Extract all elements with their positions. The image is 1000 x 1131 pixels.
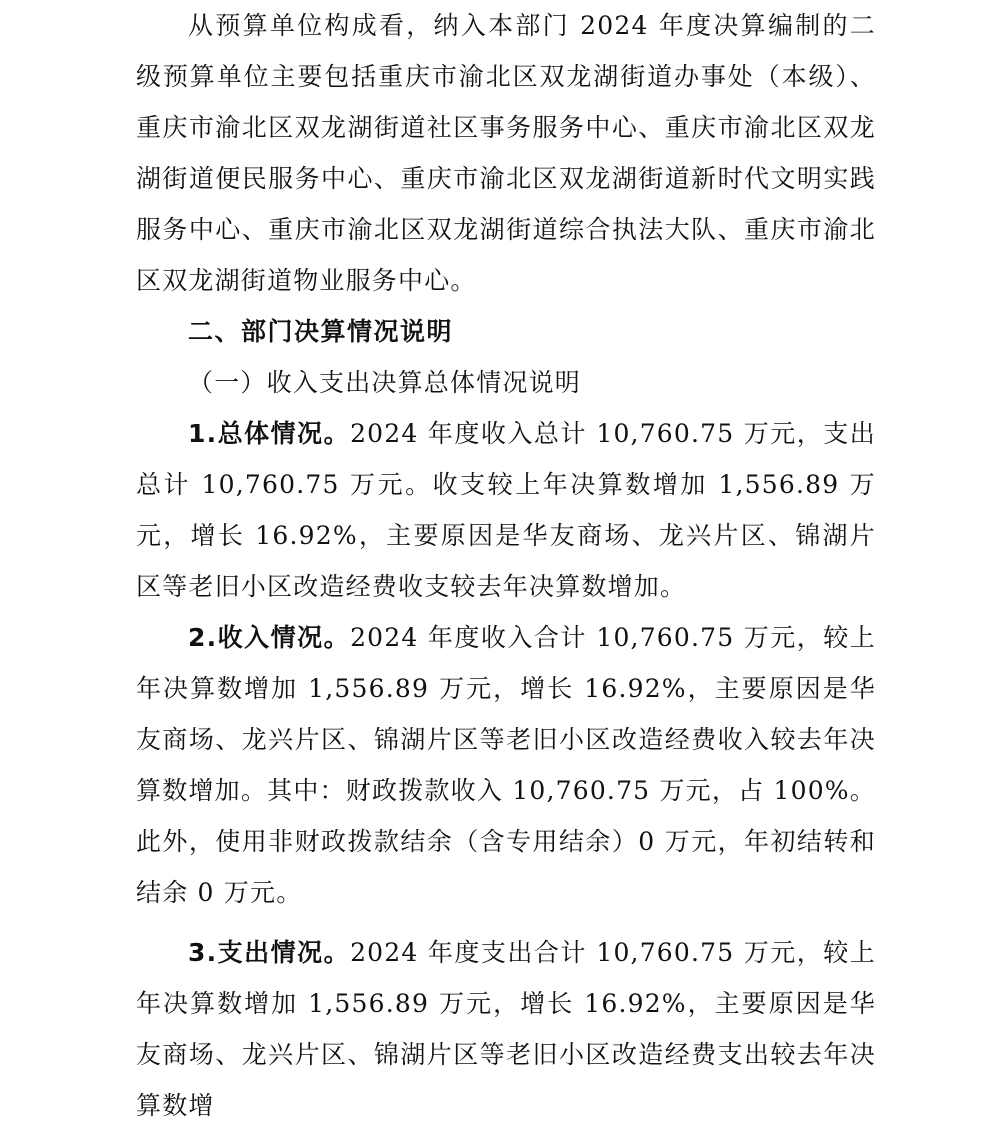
expense-text: 2024 年度支出合计 10,760.75 万元，较上年决算数增加 1,556.89 万元，增长 16.92%，主要原因是华友商场、龙兴片区、锦湖片区等老旧小区改造经费支出较去年决算数增 (136, 938, 876, 1120)
document-page (136, 0, 876, 1131)
intro-paragraph: 从预算单位构成看，纳入本部门 2024 年度决算编制的二级预算单位主要包括重庆市渝北区双龙湖街道办事处（本级）、重庆市渝北区双龙湖街道社区事务服务中心、重庆市渝北区双龙湖街道便民服务中心、重庆市渝北区双龙湖街道新时代文明实践服务中心、重庆市渝北区双龙湖街道综合执法大队、重庆市渝北区双龙湖街道物业服务中心。 (136, 11, 876, 295)
expense-lead: 3.支出情况。 (188, 938, 351, 967)
subsection-heading: （一）收入支出决算总体情况说明 (188, 368, 582, 397)
overall-text: 2024 年度收入总计 10,760.75 万元，支出总计 10,760.75 万元。收支较上年决算数增加 1,556.89 万元，增长 16.92%，主要原因是华友商场、龙兴片区、锦湖片区等老旧小区改造经费收支较去年决算数增加。 (136, 419, 876, 601)
income-paragraph (136, 612, 876, 918)
income-lead: 2.收入情况。 (188, 623, 351, 652)
overall-lead: 1.总体情况。 (188, 419, 351, 448)
income-text: 2024 年度收入合计 10,760.75 万元，较上年决算数增加 1,556.89 万元，增长 16.92%，主要原因是华友商场、龙兴片区、锦湖片区等老旧小区改造经费收入较去年决算数增加。其中：财政拨款收入 10,760.75 万元，占 100%。此外，使用非财政拨款结余（含专用结余）0 万元，年初结转和结余 0 万元。 (136, 623, 876, 907)
expense-paragraph (136, 927, 876, 1131)
overall-paragraph (136, 408, 876, 612)
section-heading: 二、部门决算情况说明 (188, 317, 454, 346)
